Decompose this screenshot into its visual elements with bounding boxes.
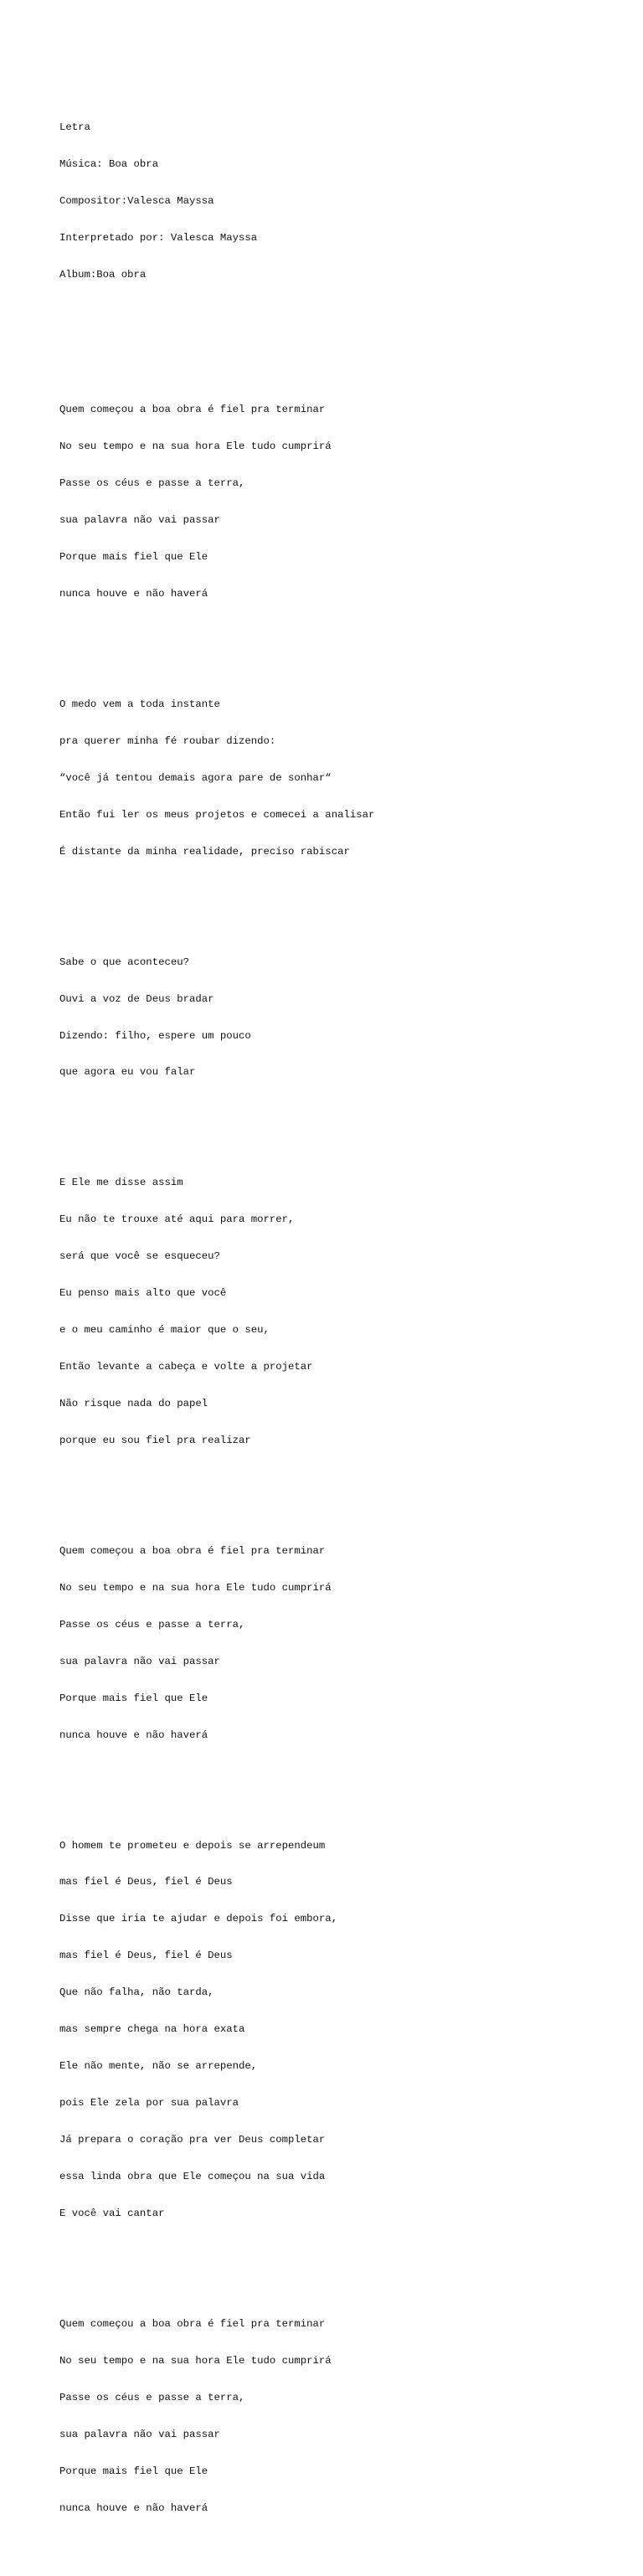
lyric-line: O homem te prometeu e depois se arrependeum <box>59 1839 326 1852</box>
lyric-line: pois Ele zela por sua palavra <box>59 2097 239 2110</box>
lyric-line: O medo vem a toda instante <box>59 698 220 710</box>
lyric-line: É distante da minha realidade, preciso rabiscar <box>59 845 350 858</box>
lyric-line: Eu não te trouxe até aqui para morrer, <box>59 1213 295 1226</box>
lyric-line: mas fiel é Deus, fiel é Deus <box>59 1950 233 1962</box>
lyric-line: Já prepara o coração pra ver Deus completar <box>59 2134 326 2146</box>
lyric-line: que agora eu vou falar <box>59 1066 196 1079</box>
lyric-line: Porque mais fiel que Ele <box>59 2465 208 2477</box>
song-title-line: Música: Boa obra <box>59 158 159 171</box>
lyric-line: Quem começou a boa obra é fiel pra terminar <box>59 404 326 416</box>
lyric-line: E você vai cantar <box>59 2208 165 2220</box>
lyric-line: sua palavra não vai passar <box>59 514 220 527</box>
lyric-line: Ele não mente, não se arrepende, <box>59 2060 258 2073</box>
section-label: Letra <box>59 121 90 134</box>
lyric-line: Quem começou a boa obra é fiel pra terminar <box>59 1544 326 1557</box>
lyric-line: Então levante a cabeça e volte a projetar <box>59 1361 313 1373</box>
lyric-line: essa linda obra que Ele começou na sua vida <box>59 2171 326 2183</box>
lyric-line: porque eu sou fiel pra realizar <box>59 1435 251 1446</box>
lyric-line: nunca houve e não haverá <box>59 588 208 600</box>
lyric-line: Quem começou a boa obra é fiel pra terminar <box>59 2317 326 2330</box>
lyric-line: Que não falha, não tarda, <box>59 1986 214 1999</box>
stanza-1-chorus <box>59 379 629 625</box>
lyric-line: mas sempre chega na hora exata <box>59 2023 245 2036</box>
lyric-line: Passe os céus e passe a terra, <box>59 477 245 490</box>
lyric-line: sua palavra não vai passar <box>59 1655 220 1667</box>
lyric-line: “você já tentou demais agora pare de sonhar“ <box>59 771 332 784</box>
stanza-4 <box>59 1152 629 1471</box>
lyric-line: será que você se esqueceu? <box>59 1250 220 1263</box>
lyric-line: Ouvi a voz de Deus bradar <box>59 992 214 1005</box>
lyric-line: mas fiel é Deus, fiel é Deus <box>59 1876 233 1888</box>
stanza-5-chorus <box>59 1521 629 1766</box>
performer-line: Interpretado por: Valesca Mayssa <box>59 232 258 245</box>
lyric-line: No seu tempo e na sua hora Ele tudo cumprirá <box>59 2354 332 2367</box>
lyric-line: nunca houve e não haverá <box>59 2501 208 2514</box>
lyric-line: Dizendo: filho, espere um pouco <box>59 1029 251 1042</box>
lyric-line: pra querer minha fé roubar dizendo: <box>59 734 276 747</box>
lyric-line: Passe os céus e passe a terra, <box>59 2391 245 2403</box>
lyric-line: Eu penso mais alto que você <box>59 1287 227 1300</box>
composer-line: Compositor:Valesca Mayssa <box>59 195 214 208</box>
lyric-line: Porque mais fiel que Ele <box>59 1692 208 1704</box>
song-metadata <box>59 97 629 306</box>
lyric-line: No seu tempo e na sua hora Ele tudo cumprirá <box>59 1581 332 1594</box>
stanza-2 <box>59 674 629 883</box>
lyric-line: Passe os céus e passe a terra, <box>59 1618 245 1631</box>
lyric-line: No seu tempo e na sua hora Ele tudo cumprirá <box>59 440 332 453</box>
lyric-line: e o meu caminho é maior que o seu, <box>59 1324 270 1337</box>
stanza-3 <box>59 931 629 1103</box>
lyric-line: Porque mais fiel que Ele <box>59 551 208 564</box>
stanza-6 <box>59 1815 629 2244</box>
lyric-line: sua palavra não vai passar <box>59 2428 220 2440</box>
lyric-line: Não risque nada do papel <box>59 1398 208 1410</box>
lyric-line: nunca houve e não haverá <box>59 1728 208 1741</box>
album-line: Album:Boa obra <box>59 269 147 281</box>
lyrics-document <box>59 60 629 2576</box>
lyric-line: Então fui ler os meus projetos e comecei a analisar <box>59 808 375 821</box>
lyric-line: E Ele me disse assim <box>59 1177 183 1189</box>
stanza-7-chorus <box>59 2294 629 2539</box>
lyric-line: Sabe o que aconteceu? <box>59 956 189 968</box>
lyric-line: Disse que iria te ajudar e depois foi embora, <box>59 1913 338 1925</box>
